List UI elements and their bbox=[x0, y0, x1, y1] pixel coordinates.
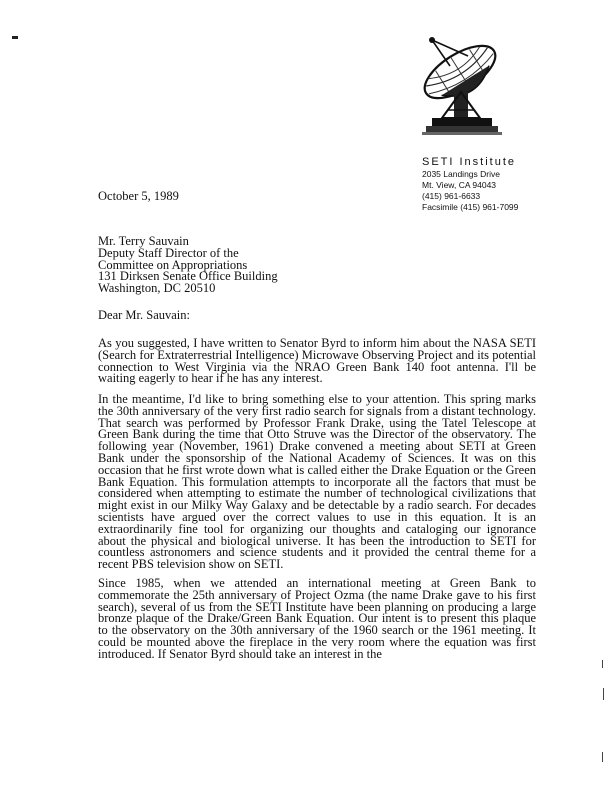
recipient-line: Washington, DC 20510 bbox=[98, 281, 216, 296]
recipient-line: Committee on Appropriations bbox=[98, 257, 248, 272]
scan-mark bbox=[12, 36, 18, 39]
recipient-line: Deputy Staff Director of the bbox=[98, 245, 239, 260]
org-phone: (415) 961-6633 bbox=[422, 191, 481, 201]
scan-edge-mark bbox=[603, 688, 604, 700]
org-name: SETI Institute bbox=[422, 156, 517, 168]
scan-edge-mark bbox=[602, 752, 603, 762]
body-paragraph: In the meantime, I'd like to bring something else to your attention. This spring marks the 30th anniversary of the very first radio search for signals from a distant technology. That search was performed by Professor Frank Drake, using the Tatel Telescope at Green Bank during the time that Otto Struve was the Director of the observatory. The following year (November, 1961) Drake convened a meeting about SETI at Green Bank under the sponsorship of the National Academy of Sciences. It was on this occasion that he first wrote down what is called either the Drake Equation or the Green Bank Equation. This formulation attempts to incorporate all the factors that must be considered when attempting to estimate the number of technological civilizations that might exist in our Milky Way Galaxy and be detectable by a radio search. For decades scientists have argued over the correct values to use in this equation. It is an extraordinarily fine tool for organizing our thoughts and cataloging our ignorance about the physical and biological universe. It has been the introduction to SETI for countless astronomers and science students and it provided the central theme for a recent PBS television show on SETI. bbox=[98, 392, 536, 572]
letter-date: October 5, 1989 bbox=[98, 189, 179, 203]
org-street: 2035 Landings Drive bbox=[422, 169, 500, 179]
org-city: Mt. View, CA 94043 bbox=[422, 180, 497, 190]
org-fax: Facsimile (415) 961-7099 bbox=[422, 202, 519, 212]
scan-edge-mark bbox=[602, 660, 603, 668]
recipient-address bbox=[98, 236, 528, 295]
recipient-line: Mr. Terry Sauvain bbox=[98, 234, 189, 248]
body-paragraph: As you suggested, I have written to Senator Byrd to inform him about the NASA SETI (Search for Extraterrestrial Intelligence) Microwave Observing Project and its potential connection to West Virginia via the NRAO Green Bank 140 foot antenna. I'll be waiting eagerly to hear if he has any interest. bbox=[98, 336, 536, 386]
letterhead bbox=[422, 156, 522, 213]
recipient-line: 131 Dirksen Senate Office Building bbox=[98, 269, 278, 284]
salutation: Dear Mr. Sauvain: bbox=[98, 308, 190, 322]
radio-telescope-dish-icon bbox=[412, 28, 512, 156]
body-paragraph: Since 1985, when we attended an international meeting at Green Bank to commemorate the 25th anniversary of Project Ozma (the name Drake gave to his first search), several of us from the SETI Institute have been planning on producing a large bronze plaque of the Drake/Green Bank Equation. Our intent is to present this plaque to the observatory on the 30th anniversary of the 1960 search or the 1961 meeting. It could be mounted above the fireplace in the very room where the equation was first introduced. If Senator Byrd should take an interest in the bbox=[98, 576, 536, 661]
